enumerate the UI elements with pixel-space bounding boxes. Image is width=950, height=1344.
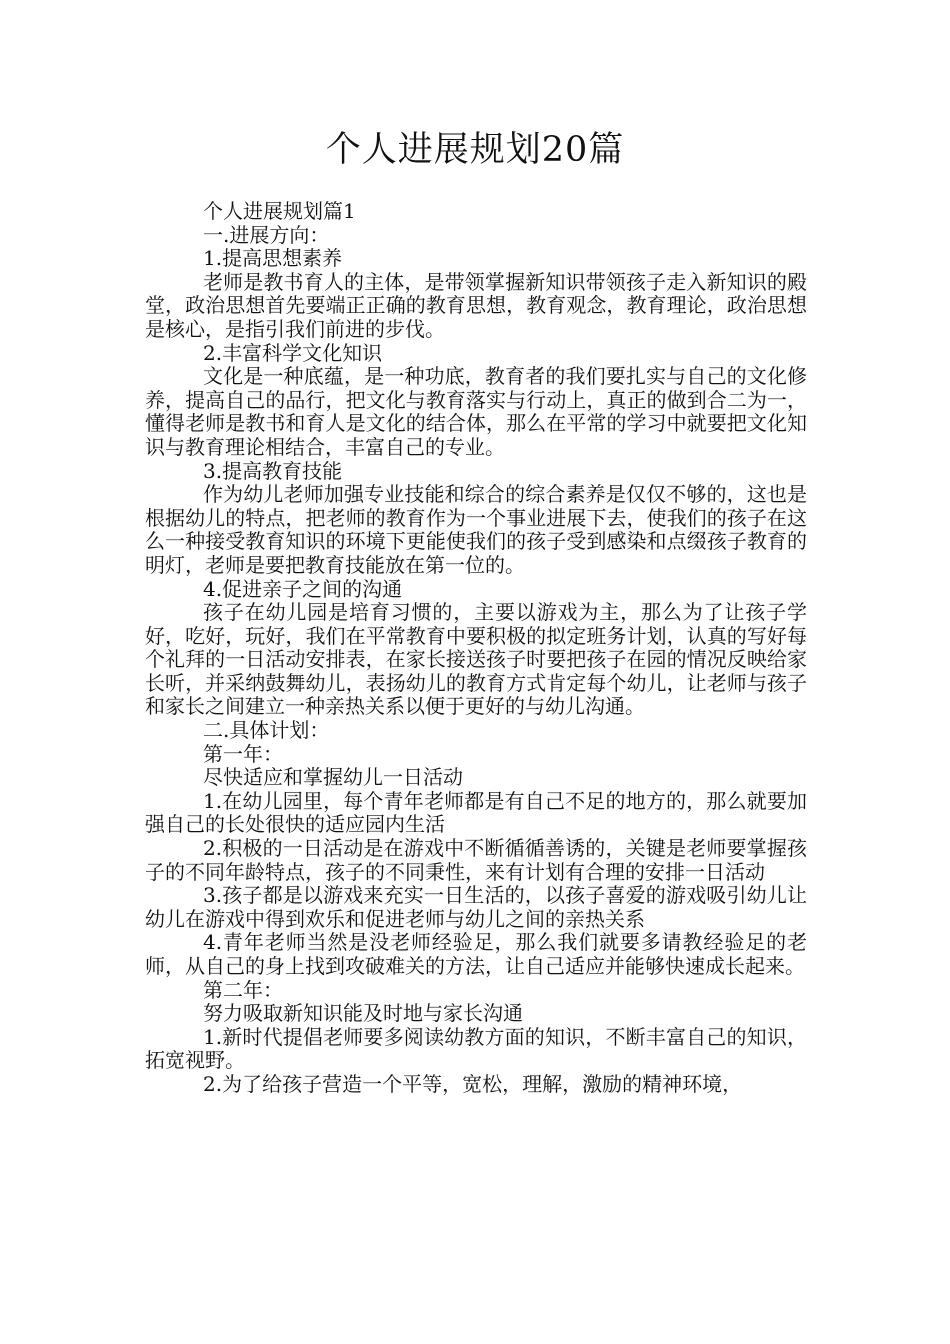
- item-heading: 1.提高思想素养: [203, 246, 343, 271]
- list-item: 4.青年老师当然是没老师经验足，那么我们就要多请教经验足的老师，从自己的身上找到攻破难关的方法，让自己适应并能够快速成长起来。: [145, 930, 807, 978]
- document-title: 个人进展规划20篇: [325, 130, 625, 170]
- document-body: [145, 200, 807, 1097]
- part-heading: 一.进展方向：: [203, 222, 330, 247]
- part-heading: 二.具体计划：: [203, 718, 330, 743]
- year-heading: 第一年：: [203, 741, 283, 766]
- list-item: 2.为了给孩子营造一个平等，宽松，理解，激励的精神环境，: [203, 1071, 743, 1096]
- paragraph: 孩子在幼儿园是培育习惯的，主要以游戏为主，那么为了让孩子学好，吃好，玩好，我们在平常教育中要积极的拟定班务计划，认真的写好每个礼拜的一日活动安排表，在家长接送孩子时要把孩子在园的情况反映给家长听，并采纳鼓舞幼儿，表扬幼儿的教育方式肯定每个幼儿，让老师与孩子和家长之间建立一种亲热关系以便于更好的与幼儿沟通。: [145, 600, 807, 719]
- paragraph: 作为幼儿老师加强专业技能和综合的综合素养是仅仅不够的，这也是根据幼儿的特点，把老师的教育作为一个事业进展下去，使我们的孩子在这么一种接受教育知识的环境下更能使我们的孩子受到感染和点缀孩子教育的明灯，老师是要把教育技能放在第一位的。: [145, 482, 807, 577]
- list-item: 1.在幼儿园里，每个青年老师都是有自己不足的地方的，那么就要加强自己的长处很快的适应园内生活: [145, 788, 807, 837]
- paragraph: 文化是一种底蕴，是一种功底，教育者的我们要扎实与自己的文化修养，提高自己的品行，把文化与教育落实与行动上，真正的做到合二为一，懂得老师是教书和育人是文化的结合体，那么在平常的学习中就要把文化知识与教育理论相结合，丰富自己的专业。: [145, 364, 807, 459]
- year-goal: 努力吸取新知识能及时地与家长沟通: [203, 1001, 523, 1026]
- list-item: 2.积极的一日活动是在游戏中不断循循善诱的，关键是老师要掌握孩子的不同年龄特点，孩子的不同秉性，来有计划有合理的安排一日活动: [145, 836, 807, 884]
- item-heading: 3.提高教育技能: [203, 458, 343, 483]
- section-heading: 个人进展规划篇1: [203, 199, 356, 223]
- item-heading: 2.丰富科学文化知识: [203, 340, 383, 365]
- year-heading: 第二年：: [203, 977, 283, 1002]
- paragraph: 老师是教书育人的主体，是带领掌握新知识带领孩子走入新知识的殿堂，政治思想首先要端正正确的教育思想，教育观念，教育理论，政治思想是核心，是指引我们前进的步伐。: [145, 269, 807, 341]
- year-goal: 尽快适应和掌握幼儿一日活动: [203, 765, 463, 790]
- list-item: 3.孩子都是以游戏来充实一日生活的，以孩子喜爱的游戏吸引幼儿让幼儿在游戏中得到欢乐和促进老师与幼儿之间的亲热关系: [145, 883, 807, 931]
- list-item: 1.新时代提倡老师要多阅读幼教方面的知识，不断丰富自己的知识，拓宽视野。: [145, 1024, 807, 1073]
- item-heading: 4.促进亲子之间的沟通: [203, 576, 403, 601]
